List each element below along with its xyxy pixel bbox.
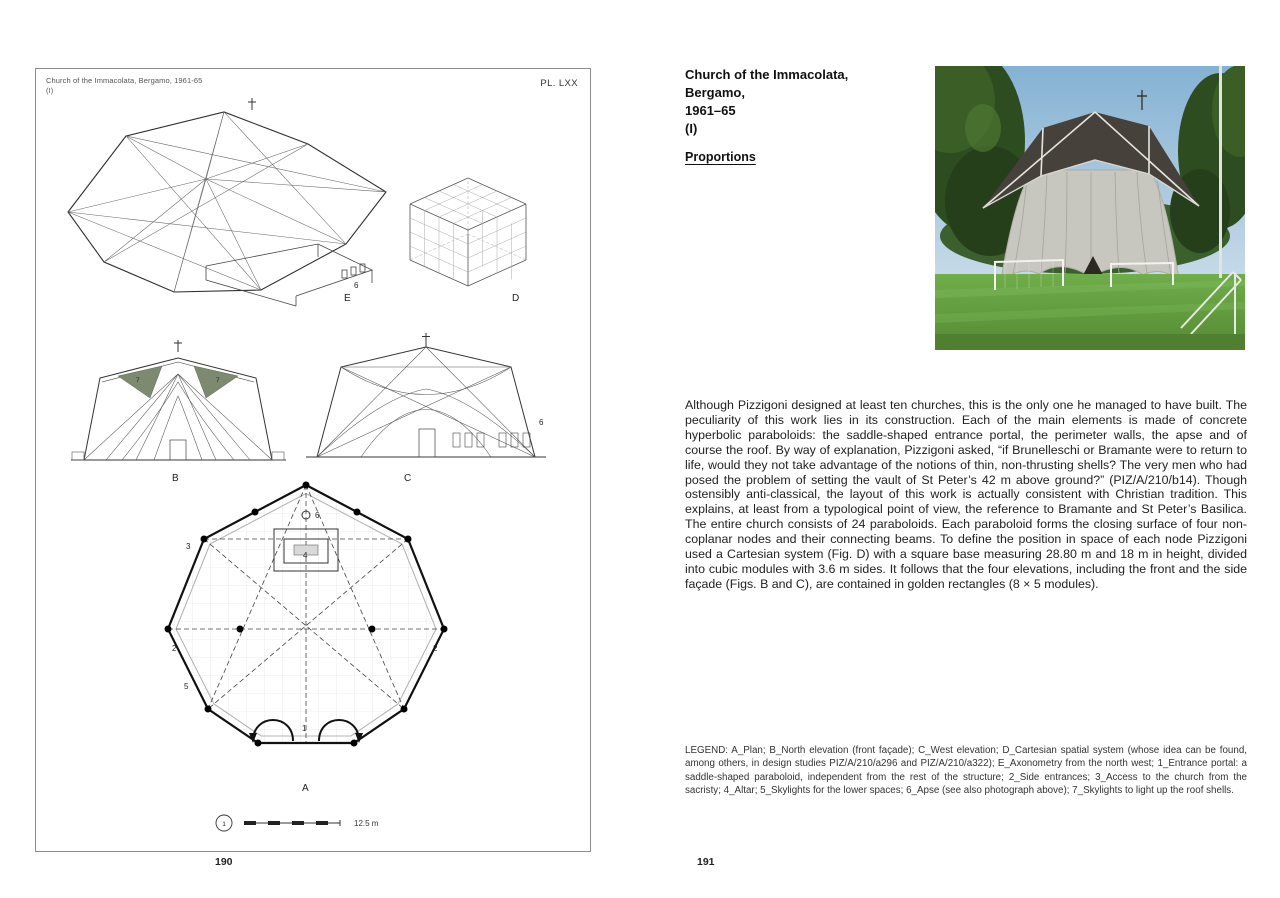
entrance-door-c	[419, 429, 435, 457]
page-number-left: 190	[215, 856, 233, 868]
title-line-1: Church of the Immacolata,	[685, 67, 849, 82]
elevation-b-curves	[84, 374, 272, 460]
elevation-b-outline	[84, 340, 272, 460]
axon-label-6: 6	[354, 281, 359, 290]
scale-label: 12.5 m	[354, 818, 379, 828]
figure-label-axonometry: E	[344, 293, 351, 304]
entrance-door-b	[170, 440, 186, 460]
plan-label-2-right: 2	[433, 644, 438, 653]
scale-bar	[214, 813, 378, 833]
plan-label-4: 4	[303, 551, 308, 560]
plan-label-2-left: 2	[172, 644, 177, 653]
cross-finial-b	[174, 340, 182, 352]
figure-label-cartesian: D	[512, 293, 520, 304]
north-marker-icon	[214, 813, 234, 833]
body-text: Although Pizzigoni designed at least ten churches, this is the only one he managed to have built. The peculiarity of this work lies in its construction. Each of the main elements is made of concrete hyperbolic paraboloids: the saddle-shaped entrance portal, the perimeter walls, the apse and of course the roof. By way of explanation, Pizzigoni asked, “if Brunelleschi or Bramante were to return to life, would they not take advantage of the notions of thin, non-thrusting shells? The very men who had posed the problem of setting the vault of St Peter’s 42 m above ground?” (PIZ/A/210/b14). Though ostensibly anti-classical, the layout of this work is actually consistent with Christian tradition. This explains, at least from a typological point of view, the reference to Bramante and St Peter’s Basilica. The entire church consists of 24 paraboloids. Each paraboloid forms the closing surface of four non-coplanar nodes and their connecting beams. To define the position in space of each node Pizzigoni used a Cartesian system (Fig. D) with a square base measuring 28.80 m and 18 m in height, divided into cubic modules with 3.6 m sides. It follows that the four elevations, including the front and the side façade (Figs. B and C), are contained in golden rectangles (8 × 5 modules).	[685, 398, 1247, 591]
scale-ruler	[244, 818, 344, 828]
figure-label-west-elevation: C	[404, 473, 412, 484]
b-label-7-right: 7	[216, 377, 220, 384]
foreground-grass	[935, 334, 1245, 350]
title-line-4: (I)	[685, 121, 698, 136]
north-elevation-drawing	[66, 332, 291, 472]
west-elevation-drawing	[301, 327, 551, 472]
legend-text: LEGEND: A_Plan; B_North elevation (front façade); C_West elevation; D_Cartesian spatial system (whose idea can be found, among others, in design studies PIZ/A/210/a296 and PIZ/A/210/a322); E_Axonometry from the north west; 1_Entrance portal: a saddle-shaped paraboloid, independent from the rest of the structure; 2_Side entrances; 3_Access to the church from the sacristy; 4_Altar; 5_Skylights for the lower spaces; 6_Apse (see also photograph above); 7_Skylights to light up the roof shells.	[685, 745, 1247, 797]
scale-marker-number: 1	[222, 821, 226, 828]
elevation-c-geometry	[317, 347, 535, 457]
plan-label-5: 5	[184, 682, 189, 691]
section-heading: Proportions	[685, 150, 756, 164]
axon-silhouette	[68, 112, 386, 292]
flag-pole	[1219, 66, 1222, 278]
plate-frame	[35, 68, 591, 852]
b-label-7-left: 7	[136, 377, 140, 384]
chapter-title	[685, 66, 930, 138]
axon-roof-web	[68, 112, 386, 292]
plan-label-6: 6	[315, 511, 320, 520]
plan-label-1: 1	[302, 724, 307, 733]
side-annexes-b	[72, 452, 284, 460]
cross-finial-c	[422, 333, 430, 347]
cross-finial-axon	[248, 98, 256, 110]
church-photo	[935, 66, 1245, 350]
figure-label-north-elevation: B	[172, 473, 179, 484]
plan-label-3: 3	[186, 542, 191, 551]
page-number-right: 191	[697, 856, 715, 868]
title-line-3: 1961–65	[685, 103, 736, 118]
elevation-c-outline	[317, 333, 535, 457]
plate-caption-line2: (I)	[46, 86, 54, 96]
figure-label-plan: A	[302, 783, 309, 794]
plan-drawing	[156, 477, 456, 777]
c-label-6: 6	[539, 418, 544, 427]
cartesian-cube-drawing	[396, 172, 541, 294]
plate-number: PL. LXX	[540, 78, 578, 89]
church-photo-illustration	[935, 66, 1245, 350]
plate-caption-line1: Church of the Immacolata, Bergamo, 1961-65	[46, 76, 203, 85]
title-line-2: Bergamo,	[685, 85, 745, 100]
